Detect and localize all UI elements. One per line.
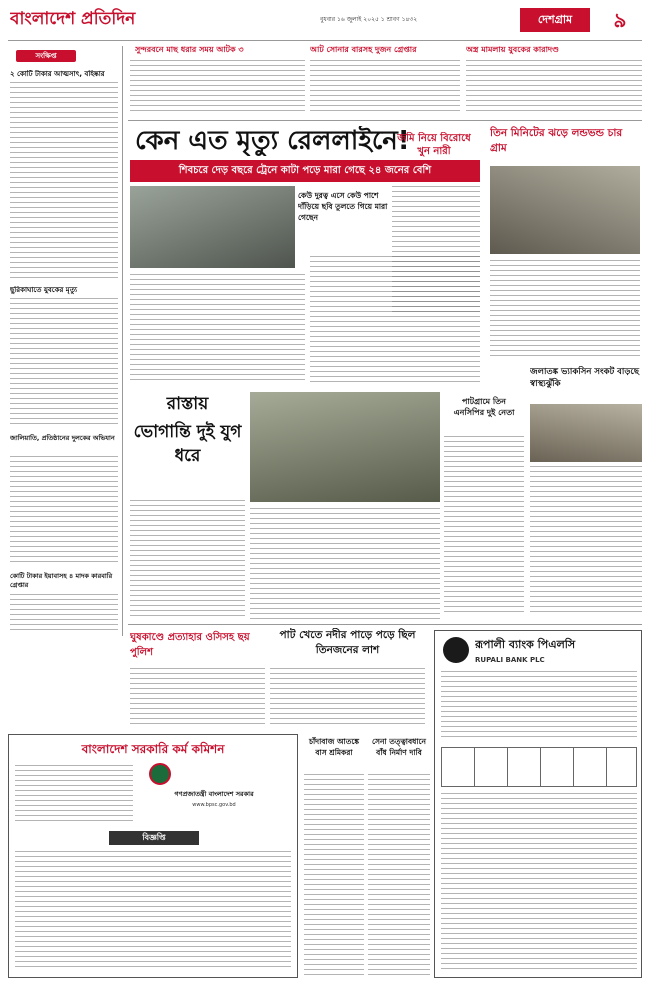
rupali-terms xyxy=(441,793,637,973)
sidebar-item-body xyxy=(10,82,118,282)
vaccine-photo xyxy=(530,404,642,462)
sidebar-item-title: ছুরিকাঘাতে যুবকের মৃত্যু xyxy=(10,286,77,294)
top-headline-2: আট সোনার বারসহ দুজন গ্রেপ্তার xyxy=(310,45,417,54)
road-kicker: রাস্তায় xyxy=(166,394,209,414)
bribe-body xyxy=(130,668,265,728)
jute-body xyxy=(270,668,425,728)
psc-banner: বাংলাদেশ সরকারি কর্ম কমিশন xyxy=(81,742,225,756)
rupali-body xyxy=(441,671,637,741)
psc-notice-label: বিজ্ঞপ্তি xyxy=(109,831,199,845)
road-photo xyxy=(250,392,440,502)
sidebar-item-body xyxy=(10,298,118,428)
lead-body xyxy=(130,274,305,384)
mid-rule xyxy=(128,624,642,625)
sidebar-item-body xyxy=(10,456,118,566)
top-story-body xyxy=(130,60,305,115)
sidebar-item-body xyxy=(10,594,118,634)
psc-ad xyxy=(8,734,298,978)
road-headline: ভোগান্তি দুই যুগ ধরে xyxy=(133,422,242,466)
section-label: দেশগ্রাম xyxy=(520,8,590,32)
psc-notice-body xyxy=(15,851,291,971)
lead-headline: কেন এত মৃত্যু রেললাইনে! xyxy=(135,126,410,156)
vaccine-body xyxy=(530,466,642,616)
sidebar-item-title: কোটি টাকার ইয়াবাসহ ৪ মাদক কারবারি গ্রেপ্তার xyxy=(10,572,113,589)
jomi-headline: জমি নিয়ে বিরোধে খুন নারী xyxy=(397,133,471,157)
strip-rule xyxy=(128,120,642,121)
ncp-headline: পাটগ্রামে তিন এনসিপির দুই নেতা xyxy=(453,397,515,417)
ncp-body xyxy=(444,436,524,616)
top-story-body xyxy=(466,60,642,115)
page-number: ৯ xyxy=(613,8,627,32)
rupali-logo-icon xyxy=(443,637,469,663)
sidebar xyxy=(8,46,120,636)
jute-headline: পাট খেতে নদীর পাড়ে পড়ে ছিল তিনজনের লাশ xyxy=(279,629,416,656)
rupali-name: রূপালী ব্যাংক পিএলসি xyxy=(475,638,576,651)
chandabaj-body xyxy=(304,774,364,978)
sidebar-label: সংক্ষিপ্ত xyxy=(16,50,76,62)
psc-left-block xyxy=(15,765,133,821)
bribe-headline: ঘুষকাণ্ডে প্রত্যাহার ওসিসহ ছয় পুলিশ xyxy=(130,632,250,658)
lead-photo xyxy=(130,186,295,268)
rupali-name-en: RUPALI BANK PLC xyxy=(475,656,545,664)
chandabaj-headline: চাঁদাবাজ আতঙ্কে বাস শ্রমিকরা xyxy=(308,737,360,757)
sidebar-divider xyxy=(122,46,123,636)
storm-body xyxy=(490,260,640,360)
lead-subhead: শিবচরে দেড় বছরে ট্রেনে কাটা পড়ে মারা গেছে ২৪ জনের বেশি xyxy=(130,160,480,182)
psc-website: www.bpsc.gov.bd xyxy=(192,802,236,808)
top-story-body xyxy=(310,60,460,115)
top-headline-1: সুন্দরবনে মাছ ধরার সময় আটক ৩ xyxy=(135,45,244,54)
rupali-table xyxy=(441,747,637,787)
army-body xyxy=(368,774,430,978)
storm-headline: তিন মিনিটের ঝড়ে লন্ডভন্ড চার গ্রাম xyxy=(490,127,623,154)
army-headline: সেনা তত্ত্বাবধানে বাঁধ নির্মাণ দাবি xyxy=(371,737,427,757)
issue-date: বুধবার ১৬ জুলাই ২০২৫ ১ শ্রাবণ ১৪৩২ xyxy=(320,16,418,23)
psc-emblem-icon xyxy=(149,763,171,785)
sidebar-item-title: জালিয়াতি, প্রতিষ্ঠানের দুলকের অভিযান xyxy=(10,434,115,442)
masthead-rule xyxy=(8,40,642,41)
sidebar-item-title: ২ কোটি টাকার আত্মসাৎ, বহিষ্কার xyxy=(10,70,105,78)
jomi-body xyxy=(392,186,480,316)
masthead xyxy=(0,0,650,40)
road-body xyxy=(250,508,440,620)
road-body xyxy=(130,500,245,620)
vaccine-headline: জলাতঙ্ক ভ্যাকসিন সংকট বাড়ছে স্বাস্থ্যঝুঁকি xyxy=(530,367,639,389)
psc-header: গণপ্রজাতন্ত্রী বাংলাদেশ সরকার xyxy=(174,790,254,798)
rupali-ad xyxy=(434,630,642,978)
top-headline-3: অস্ত্র মামলায় যুবকের কারাদণ্ড xyxy=(466,45,559,54)
logo: বাংলাদেশ প্রতিদিন xyxy=(10,9,136,29)
storm-photo xyxy=(490,166,640,254)
lead-pullquote: কেউ দুরত্ব এসে কেউ পাশে দাঁড়িয়ে ছবি তুলতে গিয়ে মারা গেছেন xyxy=(298,191,388,222)
